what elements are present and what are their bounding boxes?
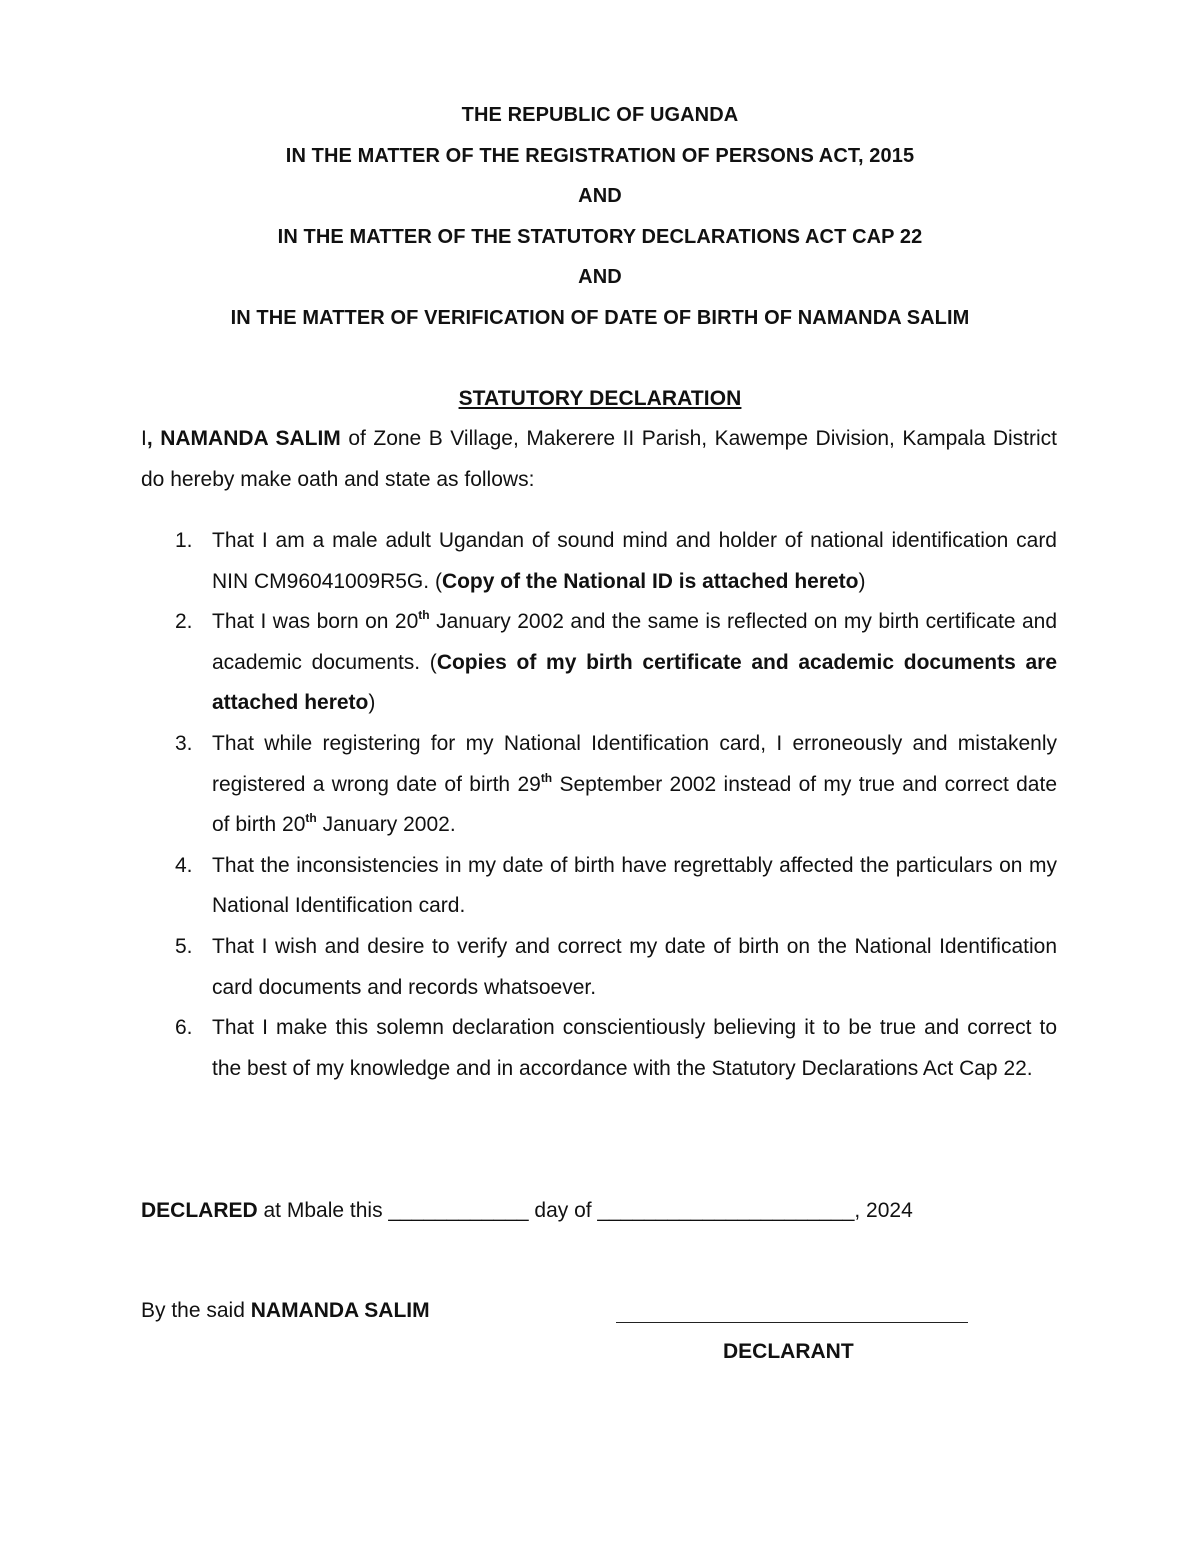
item-text: That I wish and desire to verify and correct my date of birth on the National Identification card documents and records whatsoever.: [212, 934, 1057, 999]
item-number: 1.: [175, 529, 193, 552]
heading-matter-registration: IN THE MATTER OF THE REGISTRATION OF PERSONS ACT, 2015: [285, 145, 915, 167]
declarant-name: NAMANDA SALIM: [160, 427, 341, 450]
item-number: 6.: [175, 1016, 193, 1040]
item-text: That the inconsistencies in my date of birth have regrettably affected the particulars on my National Identification card.: [212, 853, 1057, 918]
heading-and-1: AND: [578, 185, 622, 207]
item-number: 2.: [175, 610, 193, 634]
item-text: That I am a male adult Ugandan of sound mind and holder of national identification card NIN CM96041009R5G. (: [212, 529, 1057, 593]
item-text: January 2002.: [316, 813, 456, 837]
signature-line: [616, 1322, 968, 1323]
declared-text: at Mbale this ____________ day of ______________________, 2024: [257, 1199, 913, 1222]
document-title: STATUTORY DECLARATION: [458, 387, 742, 410]
by-said-name: NAMANDA SALIM: [250, 1299, 430, 1322]
list-item: [141, 724, 1057, 846]
item-text: January 2002 and the same is reflected on my birth certificate and academic documents. (: [212, 610, 1058, 674]
declared-label: DECLARED: [141, 1199, 258, 1222]
declaration-list: [141, 521, 1057, 1089]
ordinal-suffix: th: [305, 811, 317, 826]
ordinal-suffix: th: [418, 608, 430, 623]
item-text: That I make this solemn declaration conscientiously believing it to be true and correct to the best of my knowledge and in accordance with the Statutory Declarations Act Cap 22.: [212, 1016, 1057, 1080]
item-number: 4.: [175, 853, 193, 877]
intro-paragraph: [141, 419, 1057, 500]
heading-republic: THE REPUBLIC OF UGANDA: [461, 104, 739, 126]
heading-matter-statutory: IN THE MATTER OF THE STATUTORY DECLARATIONS ACT CAP 22: [277, 226, 923, 248]
item-bold-text: Copy of the National ID is attached hereto: [441, 569, 859, 593]
list-item: [141, 1008, 1057, 1089]
item-end: ): [858, 569, 866, 593]
item-text: That I was born on 20: [212, 610, 419, 634]
ordinal-suffix: th: [540, 770, 553, 785]
by-said-text: By the said: [141, 1299, 251, 1322]
declared-line: [141, 1196, 913, 1226]
list-item: [141, 521, 1057, 602]
item-number: 5.: [175, 934, 193, 958]
by-said-line: [141, 1296, 430, 1326]
intro-comma: ,: [146, 427, 153, 450]
intro-text: of Zone B Village, Makerere II Parish, Kawempe Division, Kampala District do hereby make oath and state as follows:: [141, 427, 1057, 491]
item-number: 3.: [175, 731, 193, 755]
intro-prefix: I: [141, 427, 147, 450]
declarant-label: DECLARANT: [723, 1340, 854, 1363]
heading-and-2: AND: [578, 266, 622, 288]
list-item: [141, 602, 1057, 724]
item-end: ): [368, 691, 376, 715]
item-bold-text: Copies of my birth certificate and academic documents are attached hereto: [212, 650, 1057, 715]
item-text: That while registering for my National Identification card, I erroneously and mistakenly registered a wrong date of birth 29: [212, 731, 1057, 796]
list-item: [141, 927, 1057, 1008]
item-text: September 2002 instead of my true and correct date of birth 20: [212, 772, 1057, 837]
list-item: [141, 846, 1057, 927]
heading-matter-verification: IN THE MATTER OF VERIFICATION OF DATE OF BIRTH OF NAMANDA SALIM: [230, 307, 970, 329]
